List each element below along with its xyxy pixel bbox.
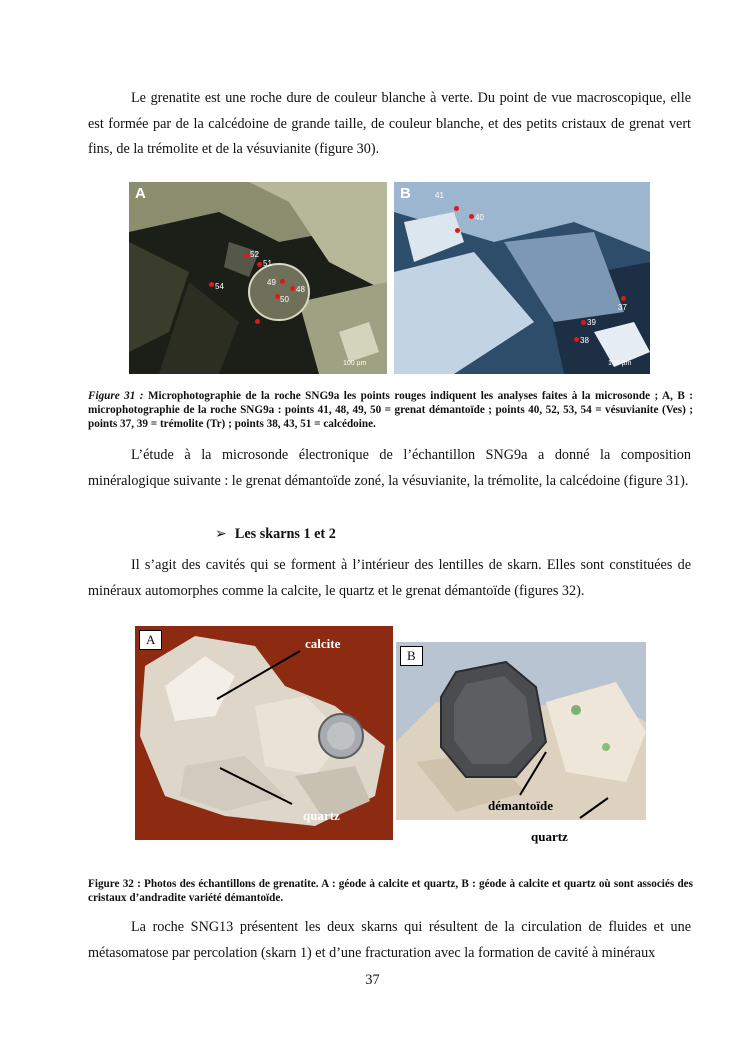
- micrograph-a-image: [129, 182, 387, 374]
- figure31-caption-text: Microphotographie de la roche SNG9a les points rouges indiquent les analyses faites à la microsonde ; A, B : microphotographie de la roche SNG9a : points 41, 48, 49, 50 = grenat démantoïde ; points 40, 52, 53, 54 = vésuvianite (Ves) ; points 37, 39 = trémolite (Tr) ; points 38, 43, 51 = calcédoine.: [88, 390, 693, 430]
- label-calcite: calcite: [305, 636, 341, 651]
- point-label: 38: [580, 336, 589, 345]
- analysis-point-41: [454, 206, 459, 211]
- label-quartz-b: quartz: [531, 829, 568, 844]
- micrograph-b-image: [394, 182, 650, 374]
- panel-a-letter: A: [139, 630, 162, 650]
- paragraph-intro: Le grenatite est une roche dure de couleur blanche à verte. Du point de vue macroscopique, elle est formée par de la calcédoine de grande taille, de couleur blanche, et des petits cristaux de grenat vert fins, de la trémolite et de la vésuvianite (figure 30).: [88, 90, 691, 157]
- section-heading: [215, 526, 336, 543]
- figure31-panel-a: [129, 182, 387, 374]
- label-demantoide: démantoïde: [488, 798, 553, 813]
- figure32-caption: Figure 32 : Photos des échantillons de grenatite. A : géode à calcite et quartz, B : géode à calcite et quartz où sont associés des cristaux d’andradite variété démantoïde.: [88, 878, 693, 904]
- paragraph-skarns: Il s’agit des cavités qui se forment à l’intérieur des lentilles de skarn. Elles sont constituées de minéraux automorphes comme la calcite, le quartz et le grenat démantoïde (figures 32).: [88, 557, 691, 599]
- analysis-point-49: [280, 279, 285, 284]
- geode-photo-b: [396, 642, 646, 820]
- arrow-bullet-icon: ➢: [215, 526, 227, 542]
- scale-bar-label: 100 µm: [608, 360, 632, 367]
- figure32-panel-a: [135, 626, 393, 840]
- figure31-panel-b: [394, 182, 650, 374]
- point-label: 54: [215, 282, 224, 291]
- page-number: 37: [365, 972, 380, 988]
- figure32-panel-b: [396, 642, 646, 820]
- figure31-caption: [88, 389, 693, 431]
- analysis-point-48: [290, 286, 295, 291]
- analysis-point-38: [574, 337, 579, 342]
- paragraph-microprobe: L’étude à la microsonde électronique de l’échantillon SNG9a a donné la composition minéralogique suivante : le grenat démantoïde zoné, la vésuvianite, la trémolite, la calcédoine (figure 31).: [88, 447, 691, 489]
- analysis-point-39: [581, 320, 586, 325]
- point-label: 49: [267, 278, 276, 287]
- analysis-point-51: [257, 262, 262, 267]
- analysis-point-40: [469, 214, 474, 219]
- section-heading-text: Les skarns 1 et 2: [234, 526, 336, 542]
- geode-photo-a: [135, 626, 393, 840]
- panel-b-letter: B: [400, 185, 411, 202]
- label-quartz: quartz: [303, 808, 340, 823]
- point-label: 41: [435, 191, 444, 200]
- point-label: 50: [280, 295, 289, 304]
- point-label: 40: [475, 213, 484, 222]
- analysis-point-53: [255, 319, 260, 324]
- panel-a-letter: A: [135, 185, 146, 202]
- paragraph-sng13: La roche SNG13 présentent les deux skarns qui résultent de la circulation de fluides et une métasomatose par percolation (skarn 1) et d’une fracturation avec la formation de cavité à minéraux: [88, 919, 691, 961]
- analysis-point-52: [244, 253, 249, 258]
- point-label: 48: [296, 285, 305, 294]
- point-label: 52: [250, 250, 259, 259]
- scale-bar-label: 100 µm: [343, 360, 367, 367]
- point-label: 39: [587, 318, 596, 327]
- point-label: 37: [618, 303, 627, 312]
- analysis-point-37: [621, 296, 626, 301]
- figure31-caption-lead: Figure 31 :: [88, 390, 144, 402]
- analysis-point-54: [209, 282, 214, 287]
- panel-b-letter: B: [400, 646, 423, 666]
- point-label: 51: [263, 259, 272, 268]
- analysis-point-43: [455, 228, 460, 233]
